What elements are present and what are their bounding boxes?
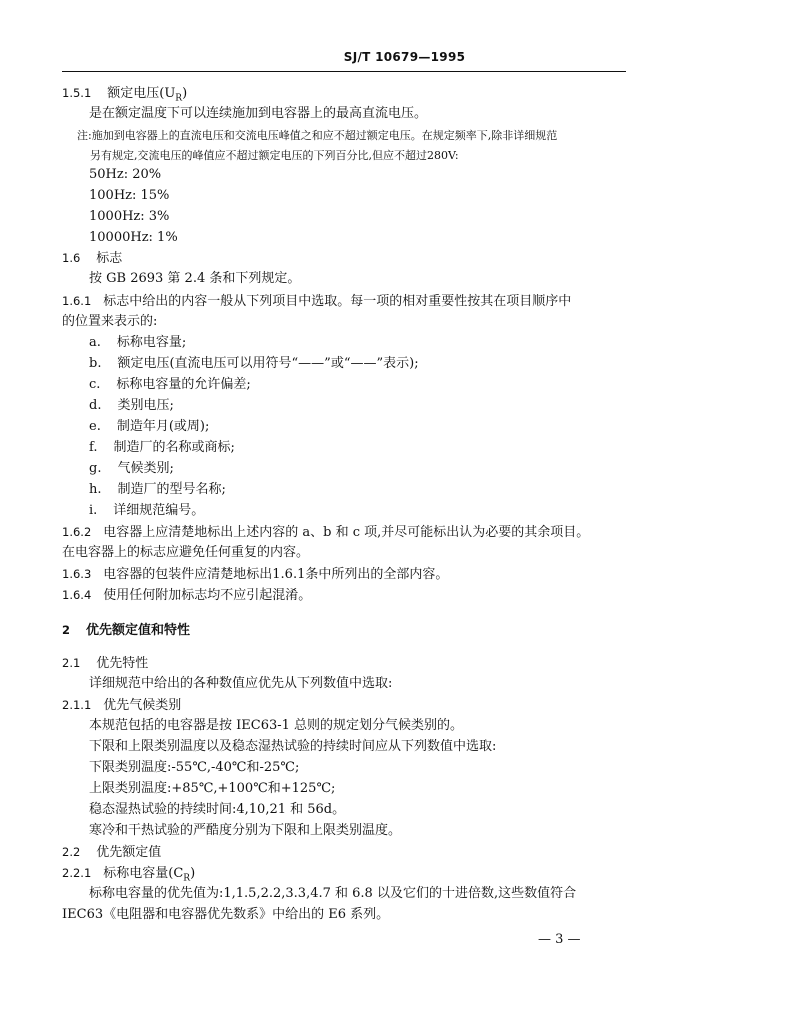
paragraph: 标称电容量的优先值为:1,1.5,2.2,3.3,4.7 和 6.8 以及它们的十进倍数,这些数值符合 (89, 886, 577, 901)
list-letter: a. (89, 335, 101, 350)
paragraph: 在电容器上的标志应避免任何重复的内容。 (62, 545, 310, 560)
paragraph: 上限类别温度:+85℃,+100℃和+125℃; (89, 781, 336, 796)
section-title: 额定电压(U (107, 86, 176, 101)
section-1-6-2 (62, 524, 589, 541)
list-text: 详细规范编号。 (113, 503, 205, 518)
section-number: 1.6.3 (62, 567, 92, 581)
section-1-5-1-heading (62, 85, 187, 107)
paragraph: 下限类别温度:-55℃,-40℃和-25℃; (89, 760, 300, 775)
list-text: 制造厂的型号名称; (117, 482, 226, 497)
section-2-1-1-heading (62, 697, 181, 714)
list-text: 制造年月(或周); (116, 419, 210, 434)
list-letter: e. (89, 419, 101, 434)
section-1-6-heading (62, 250, 122, 267)
section-number: 2 (62, 623, 71, 637)
section-number: 1.5.1 (62, 86, 92, 100)
note-line: 另有规定,交流电压的峰值应不超过额定电压的下列百分比,但应不超过280V: (90, 149, 459, 162)
title-end: ) (182, 86, 188, 101)
section-number: 1.6.1 (62, 294, 92, 308)
note-line: 注:施加到电容器上的直流电压和交流电压峰值之和应不超过额定电压。在规定频率下,除非详细规范 (77, 129, 558, 142)
list-item (89, 461, 174, 477)
section-title: 标志 (96, 251, 123, 266)
paragraph: 是在额定温度下可以连续施加到电容器上的最高直流电压。 (89, 106, 428, 121)
section-number: 1.6.4 (62, 588, 92, 602)
section-2-1-heading (62, 655, 148, 672)
list-item (89, 377, 251, 393)
list-text: 标称电容量; (116, 335, 187, 350)
list-item (89, 419, 209, 435)
section-number: 1.6.2 (62, 525, 92, 539)
section-title: 标称电容量(C (103, 866, 184, 881)
list-text: 气候类别; (117, 461, 174, 476)
title-end: ) (190, 866, 196, 881)
section-2-2-heading (62, 844, 161, 861)
section-title: 优先额定值 (96, 845, 162, 860)
paragraph: 的位置来表示的: (62, 314, 158, 329)
section-1-6-3 (62, 566, 448, 583)
paragraph: 稳态湿热试验的持续时间:4,10,21 和 56d。 (89, 802, 346, 817)
paragraph: 使用任何附加标志均不应引起混淆。 (103, 588, 312, 603)
paragraph: 详细规范中给出的各种数值应优先从下列数值中选取: (89, 676, 393, 691)
freq-item: 50Hz: 20% (89, 167, 162, 182)
list-letter: g. (89, 461, 102, 476)
page-number: — 3 — (538, 932, 581, 947)
list-letter: h. (89, 482, 102, 497)
list-item (89, 440, 235, 456)
paragraph: 本规范包括的电容器是按 IEC63-1 总则的规定划分气候类别的。 (89, 718, 464, 733)
page-header: SJ/T 10679—1995 (343, 50, 466, 64)
section-1-6-1 (62, 293, 571, 310)
list-letter: c. (89, 377, 101, 392)
list-item (89, 398, 174, 414)
section-1-6-4 (62, 587, 311, 604)
list-letter: b. (89, 356, 102, 371)
paragraph: 标志中给出的内容一般从下列项目中选取。每一项的相对重要性按其在项目顺序中 (103, 294, 572, 309)
freq-item: 1000Hz: 3% (89, 209, 170, 224)
paragraph: 电容器的包装件应清楚地标出1.6.1条中所列出的全部内容。 (103, 567, 449, 582)
list-text: 类别电压; (117, 398, 174, 413)
list-letter: d. (89, 398, 102, 413)
freq-item: 10000Hz: 1% (89, 230, 178, 245)
paragraph: 下限和上限类别温度以及稳态湿热试验的持续时间应从下列数值中选取: (89, 739, 497, 754)
paragraph: 电容器上应清楚地标出上述内容的 a、b 和 c 项,并尽可能标出认为必要的其余项目。 (103, 525, 590, 540)
section-title: 优先特性 (96, 656, 149, 671)
list-letter: f. (89, 440, 98, 455)
subscript: R (183, 873, 191, 884)
section-title: 优先气候类别 (103, 698, 182, 713)
paragraph: IEC63《电阻器和电容器优先数系》中给出的 E6 系列。 (62, 907, 390, 922)
paragraph: 寒冷和干热试验的严酷度分别为下限和上限类别温度。 (89, 823, 402, 838)
list-text: 额定电压(直流电压可以用符号“——”或“——”表示); (117, 356, 419, 371)
section-number: 2.2 (62, 845, 81, 859)
section-title: 优先额定值和特性 (86, 623, 191, 638)
list-item (89, 482, 226, 498)
section-number: 2.2.1 (62, 866, 92, 880)
list-text: 制造厂的名称或商标; (113, 440, 235, 455)
list-item (89, 356, 419, 372)
header-rule (62, 71, 626, 72)
section-2-2-1-heading (62, 865, 195, 887)
list-letter: i. (89, 503, 98, 518)
freq-item: 100Hz: 15% (89, 188, 170, 203)
list-item (89, 335, 186, 351)
chapter-2-heading (62, 622, 190, 639)
subscript: R (175, 93, 183, 104)
list-item (89, 503, 204, 519)
section-number: 2.1 (62, 656, 81, 670)
section-number: 2.1.1 (62, 698, 92, 712)
list-text: 标称电容量的允许偏差; (116, 377, 251, 392)
section-number: 1.6 (62, 251, 81, 265)
paragraph: 按 GB 2693 第 2.4 条和下列规定。 (89, 271, 301, 286)
